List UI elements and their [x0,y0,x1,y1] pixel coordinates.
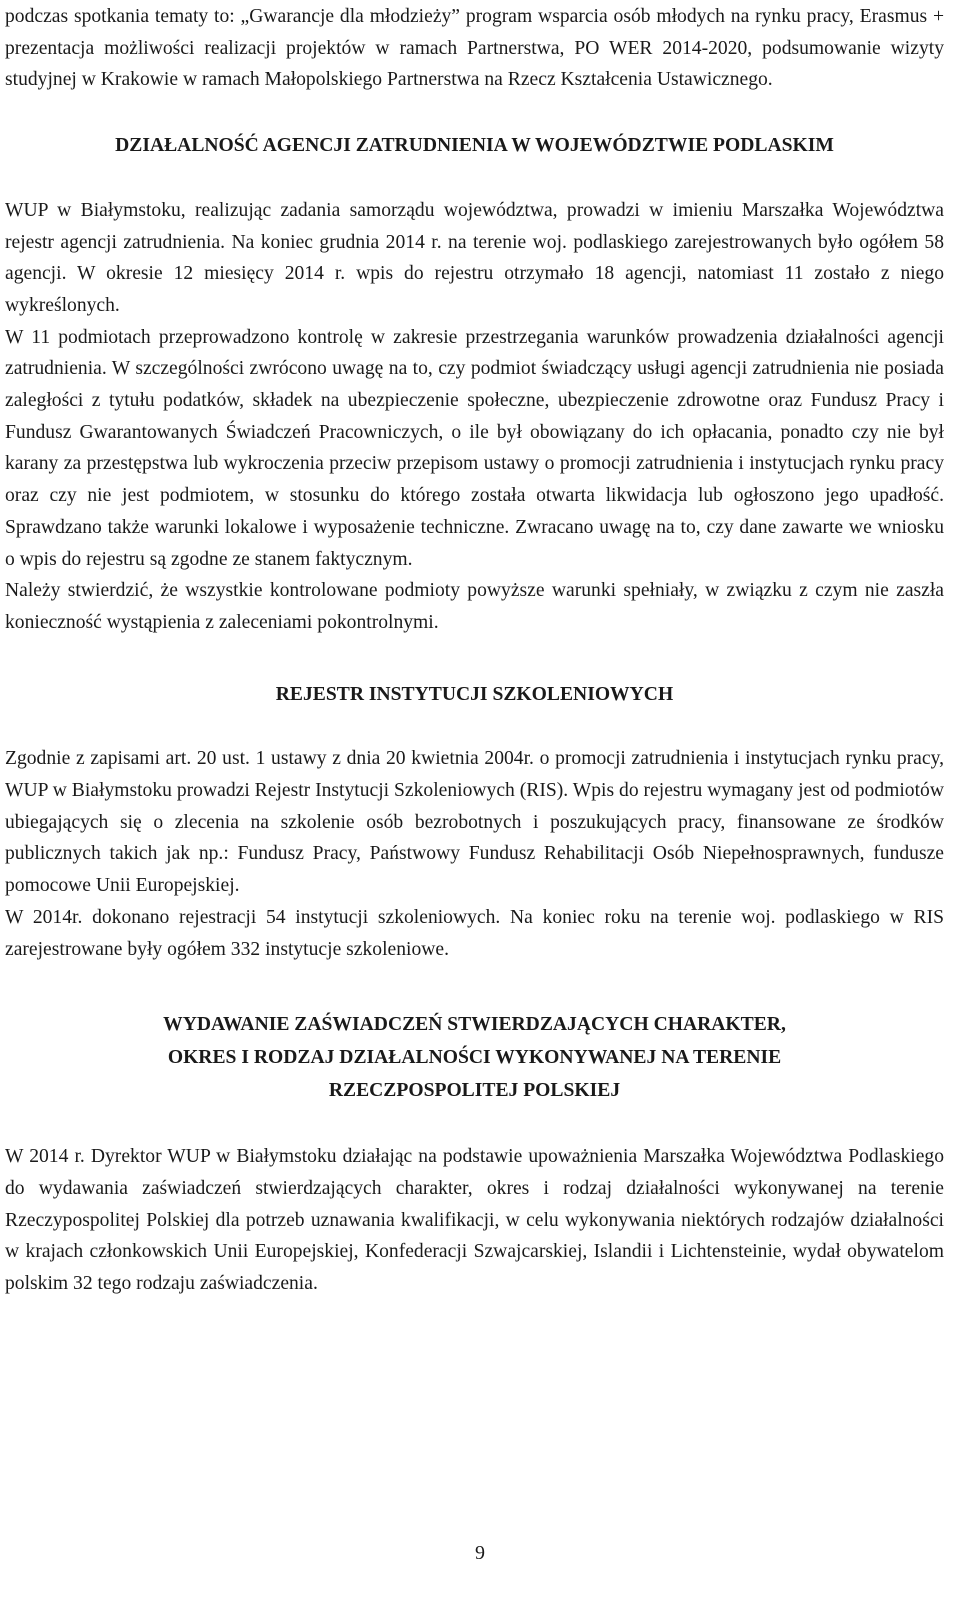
heading-agencies: DZIAŁALNOŚĆ AGENCJI ZATRUDNIENIA W WOJEWÓDZTWIE PODLASKIM [115,135,834,157]
agencies-paragraph-1: WUP w Białymstoku, realizując zadania samorządu województwa, prowadzi w imieniu Marszałka Województwa rejestr agencji zatrudnienia. Na koniec grudnia 2014 r. na terenie woj. podlaskiego zarejestrowanych było ogółem 58 agencji. W okresie 12 miesięcy 2014 r. wpis do rejestru otrzymało 18 agencji, natomiast 11 zostało z niego wykreślonych. [5,199,944,316]
page-number: 9 [475,1542,485,1564]
agencies-paragraph-2: W 11 podmiotach przeprowadzono kontrolę w zakresie przestrzegania warunków prowadzenia działalności agencji zatrudnienia. W szczególności zwrócono uwagę na to, czy podmiot świadczący usługi agencji zatrudnienia nie posiada zaległości z tytułu podatków, składek na ubezpieczenie społeczne, ubezpieczenie zdrowotne oraz Fundusz Pracy i Fundusz Gwarantowanych Świadczeń Pracowniczych, o ile był obowiązany do ich opłacania, ponadto czy nie był karany za przestępstwa lub wykroczenia przeciw przepisom ustawy o promocji zatrudnienia i instytucjach rynku pracy oraz czy nie jest podmiotem, w stosunku do którego została otwarta likwidacja lub ogłoszono jego upadłość. Sprawdzano także warunki lokalowe i wyposażenie techniczne. Zwracano uwagę na to, czy dane zawarte we wniosku o wpis do rejestru są zgodne ze stanem faktycznym. [5,326,944,570]
heading-certificates-line-2: OKRES I RODZAJ DZIAŁALNOŚCI WYKONYWANEJ NA TERENIE [167,1047,782,1069]
heading-ris: REJESTR INSTYTUCJI SZKOLENIOWYCH [275,683,674,705]
heading-certificates [5,1008,944,1107]
intro-paragraph: podczas spotkania tematy to: „Gwarancje dla młodzieży” program wsparcia osób młodych na rynku pracy, Erasmus + prezentacja możliwości realizacji projektów w ramach Partnerstwa, PO WER 2014-2020, podsumowanie wizyty studyjnej w Krakowie w ramach Małopolskiego Partnerstwa na Rzecz Kształcenia Ustawicznego. [5,6,944,91]
heading-certificates-line-1: WYDAWANIE ZAŚWIADCZEŃ STWIERDZAJĄCYCH CHARAKTER, [163,1014,786,1036]
ris-paragraph-2: W 2014r. dokonano rejestracji 54 instytucji szkoleniowych. Na koniec roku na terenie woj. podlaskiego w RIS zarejestrowane były ogółem 332 instytucje szkoleniowe. [5,906,944,960]
ris-paragraph-1: Zgodnie z zapisami art. 20 ust. 1 ustawy z dnia 20 kwietnia 2004r. o promocji zatrudnienia i instytucjach rynku pracy, WUP w Białymstoku prowadzi Rejestr Instytucji Szkoleniowych (RIS). Wpis do rejestru wymagany jest od podmiotów ubiegających się o zlecenia na szkolenie osób bezrobotnych i poszukujących pracy, finansowane ze środków publicznych takich jak np.: Fundusz Pracy, Państwowy Fundusz Rehabilitacji Osób Niepełnosprawnych, fundusze pomocowe Unii Europejskiej. [5,748,944,897]
document-page [5,0,944,1300]
certificates-paragraph-1: W 2014 r. Dyrektor WUP w Białymstoku działając na podstawie upoważnienia Marszałka Województwa Podlaskiego do wydawania zaświadczeń stwierdzających charakter, okres i rodzaj działalności wykonywanej na terenie Rzeczypospolitej Polskiej dla potrzeb uznawania kwalifikacji, w celu wykonywania niektórych rodzajów działalności w krajach członkowskich Unii Europejskiej, Konfederacji Szwajcarskiej, Islandii i Lichtensteinie, wydał obywatelom polskim 32 tego rodzaju zaświadczenia. [5,1146,944,1295]
heading-certificates-line-3: RZECZPOSPOLITEJ POLSKIEJ [328,1080,621,1102]
agencies-paragraph-3: Należy stwierdzić, że wszystkie kontrolowane podmioty powyższe warunki spełniały, w związku z czym nie zaszła konieczność wystąpienia z zaleceniami pokontrolnymi. [5,580,944,633]
